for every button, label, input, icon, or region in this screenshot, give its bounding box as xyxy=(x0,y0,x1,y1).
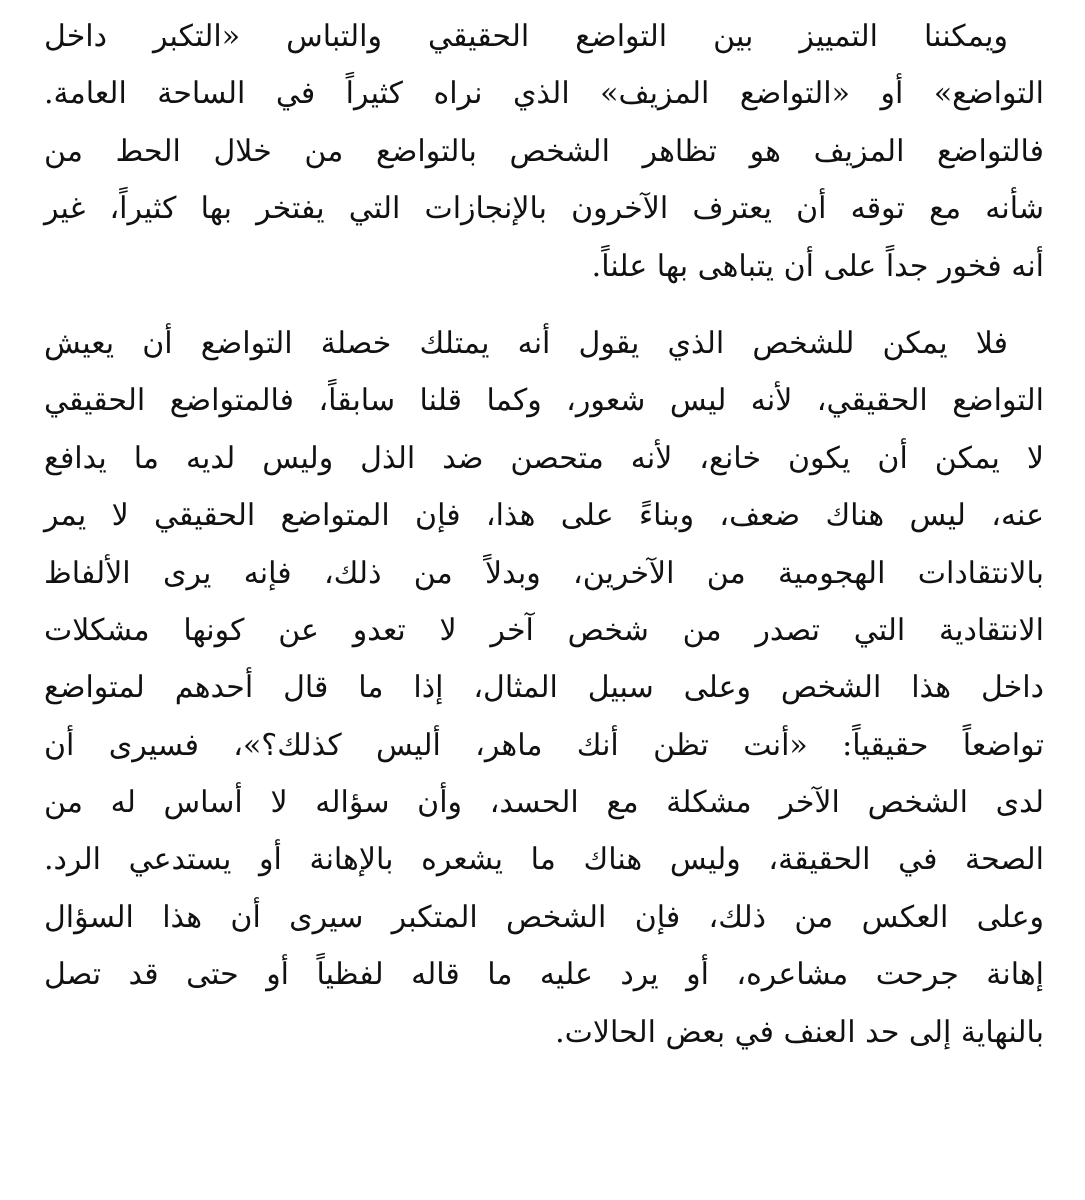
text-line: الانتقادية التي تصدر من شخص آخر لا تعدو عن كونها مشكلات xyxy=(44,612,1044,648)
text-line: عنه، ليس هناك ضعف، وبناءً على هذا، فإن المتواضع الحقيقي لا يمر xyxy=(44,498,1044,534)
text-line: الصحة في الحقيقة، وليس هناك ما يشعره بالإهانة أو يستدعي الرد. xyxy=(44,842,1044,878)
text-line: تواضعاً حقيقياً: «أنت تظن أنك ماهر، أليس كذلك؟»، فسيرى أن xyxy=(44,727,1044,763)
paragraph-2 xyxy=(44,315,1044,1061)
text-line: بالانتقادات الهجومية من الآخرين، وبدلاً من ذلك، فإنه يرى الألفاظ xyxy=(44,555,1044,591)
text-line: وعلى العكس من ذلك، فإن الشخص المتكبر سيرى أن هذا السؤال xyxy=(44,899,1044,935)
text-line: ويمكننا التمييز بين التواضع الحقيقي والتباس «التكبر داخل xyxy=(44,19,1008,54)
text-line: التواضع الحقيقي، لأنه ليس شعور، وكما قلنا سابقاً، فالمتواضع الحقيقي xyxy=(44,383,1044,419)
text-line: داخل هذا الشخص وعلى سبيل المثال، إذا ما قال أحدهم لمتواضع xyxy=(44,670,1044,706)
paragraph-1 xyxy=(44,0,1044,295)
text-line: أنه فخور جداً على أن يتباهى بها علناً. xyxy=(591,248,1044,284)
text-line: التواضع» أو «التواضع المزيف» الذي نراه كثيراً في الساحة العامة. xyxy=(44,76,1044,112)
paragraph-spacer xyxy=(44,295,1044,315)
text-line: شأنه مع توقه أن يعترف الآخرون بالإنجازات التي يفتخر بها كثيراً، غير xyxy=(44,191,1044,227)
text-line: فلا يمكن للشخص الذي يقول أنه يمتلك خصلة التواضع أن يعيش xyxy=(44,325,1008,361)
text-line: بالنهاية إلى حد العنف في بعض الحالات. xyxy=(555,1014,1044,1050)
text-line: فالتواضع المزيف هو تظاهر الشخص بالتواضع من خلال الحط من xyxy=(44,133,1044,169)
text-line: لا يمكن أن يكون خانع، لأنه متحصن ضد الذل وليس لديه ما يدافع xyxy=(44,440,1044,476)
document-page xyxy=(44,0,1044,1200)
text-line: إهانة جرحت مشاعره، أو يرد عليه ما قاله لفظياً أو حتى قد تصل xyxy=(44,957,1044,993)
text-line: لدى الشخص الآخر مشكلة مع الحسد، وأن سؤاله لا أساس له من xyxy=(44,785,1044,821)
